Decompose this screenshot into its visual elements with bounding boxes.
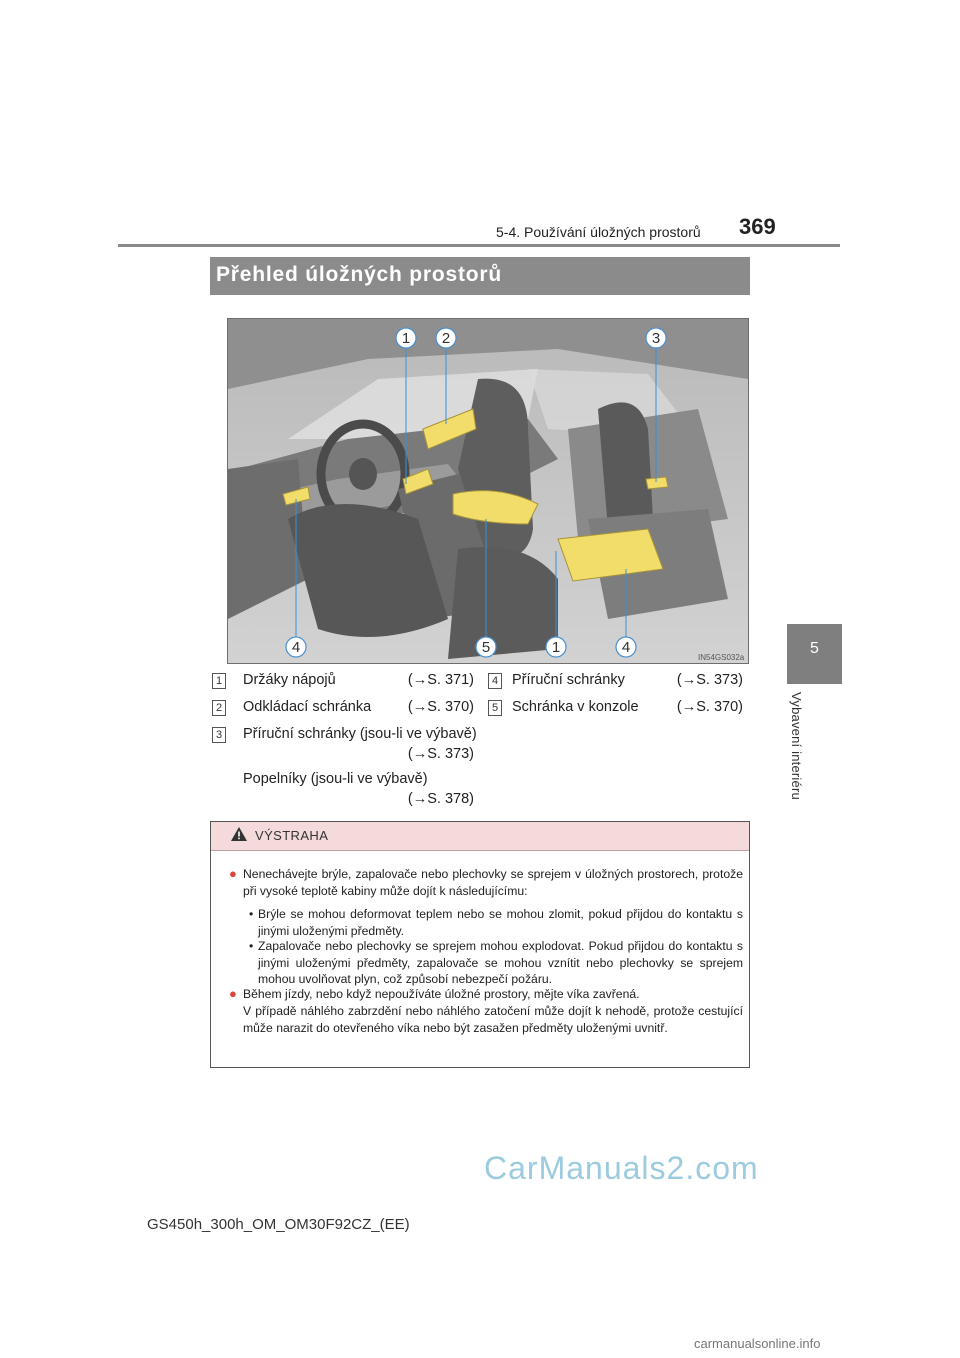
legend-text-3: Příruční schránky (jsou-li ve výbavě): [243, 726, 477, 742]
interior-illustration: [227, 318, 749, 664]
legend-ref-5: (→S. 370): [676, 699, 743, 715]
legend-text-4: Příruční schránky: [512, 672, 625, 688]
callout-4b-bottom: 4: [621, 639, 631, 656]
warning-subitem-1: Brýle se mohou deformovat teplem nebo se mohou zlomit, pokud přijdou do kontaktu s jinými uloženými předměty.: [258, 907, 743, 938]
legend-text-1: Držáky nápojů: [243, 672, 336, 688]
legend-extra-ref: (→S. 378): [407, 791, 474, 807]
legend-ref-3: (→S. 373): [407, 746, 474, 762]
warning-item-1: Nenechávejte brýle, zapalovače nebo plechovky se sprejem v úložných prostorech, protože při vysoké teplotě kabiny může dojít k následujícímu:: [243, 867, 743, 898]
callout-1-bottom: 1: [551, 639, 561, 656]
warning-bullet-2: ●: [229, 986, 237, 1001]
warning-item-2-line2: V případě náhlého zabrzdění nebo náhlého zatočení může dojít k nehodě, protože cestující může narazit do otevřeného víka nebo být zasažen předměty uloženými uvnitř.: [243, 1004, 743, 1035]
warning-bullet-1: ●: [229, 866, 237, 881]
legend-num-4: 4: [488, 673, 502, 689]
page-number: 369: [739, 214, 776, 239]
legend-text-5: Schránka v konzole: [512, 699, 639, 715]
sub-bullet-1-mark: •: [249, 907, 254, 921]
legend-num-3: 3: [212, 727, 226, 743]
illustration-code: IN54GS032a: [698, 653, 745, 662]
legend-ref-2: (→S. 370): [407, 699, 474, 715]
legend-text-2: Odkládací schránka: [243, 699, 372, 715]
callout-3-top: 3: [651, 330, 661, 347]
chapter-tab-number: 5: [810, 640, 819, 657]
callout-2-top: 2: [441, 330, 451, 347]
callout-4-bottom: 4: [291, 639, 301, 656]
legend-num-2: 2: [212, 700, 226, 716]
section-title: Přehled úložných prostorů: [216, 263, 503, 286]
warning-title: VÝSTRAHA: [255, 828, 329, 843]
callout-5-bottom: 5: [481, 639, 491, 656]
callout-1-top: 1: [401, 330, 411, 347]
watermark-carmanuals2: CarManuals2.com: [484, 1150, 759, 1186]
chapter-tab-label: Vybavení interiéru: [789, 692, 804, 800]
sub-bullet-2-mark: •: [249, 939, 254, 953]
legend-num-5: 5: [488, 700, 502, 716]
running-header-section: 5-4. Používání úložných prostorů: [496, 224, 701, 240]
watermark-carmanualsonline: carmanualsonline.info: [694, 1336, 821, 1351]
warning-item-2-line1: Během jízdy, nebo když nepoužíváte úložné prostory, mějte víka zavřená.: [243, 987, 640, 1001]
legend-extra-text: Popelníky (jsou-li ve výbavě): [243, 771, 428, 787]
legend-ref-1: (→S. 371): [407, 672, 474, 688]
header-rule: [118, 244, 840, 247]
warning-triangle-icon: [230, 826, 248, 842]
legend-ref-4: (→S. 373): [676, 672, 743, 688]
legend-num-1: 1: [212, 673, 226, 689]
car-interior-drawing: [228, 319, 748, 663]
document-code: GS450h_300h_OM_OM30F92CZ_(EE): [147, 1216, 410, 1233]
warning-subitem-2: Zapalovače nebo plechovky se sprejem mohou explodovat. Pokud přijdou do kontaktu s jinými uloženými předměty, zapalovače se mohou vznítit nebo plechovky se sprejem mohou uvolňovat plyn, což způsobí nebezpečí požáru.: [258, 939, 743, 986]
